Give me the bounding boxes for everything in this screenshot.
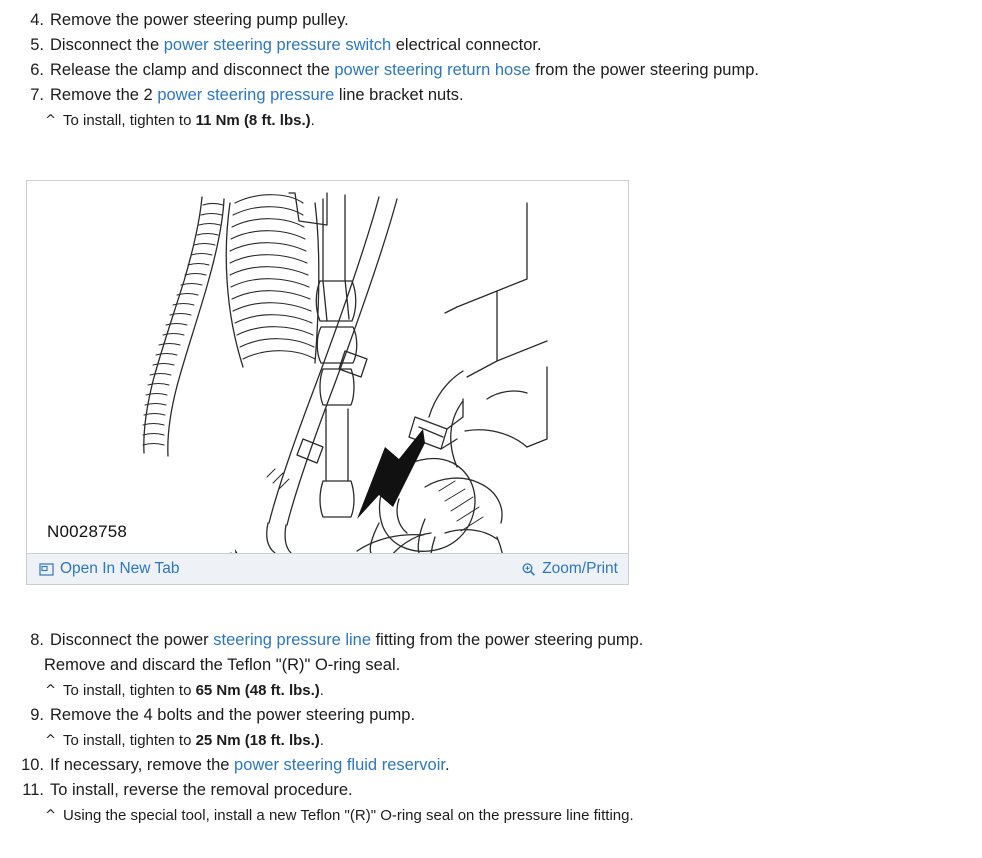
procedure-step — [0, 753, 982, 778]
step-note — [0, 728, 982, 753]
note-caret-icon: ^ — [45, 683, 56, 698]
step-body — [50, 83, 982, 108]
inline-link[interactable]: steering pressure line — [213, 631, 372, 649]
step-text-run: line bracket nuts. — [334, 86, 464, 104]
figure-toolbar — [27, 553, 628, 584]
step-text-run: Remove the 2 — [50, 86, 158, 104]
callout-arrow-upper — [357, 429, 425, 519]
note-text — [63, 108, 982, 133]
torque-value: 65 Nm (48 ft. lbs.) — [195, 682, 320, 699]
torque-value: 25 Nm (18 ft. lbs.) — [195, 732, 320, 749]
step-text-run: . — [310, 112, 315, 129]
procedure-step — [0, 8, 982, 33]
indent-spacer — [0, 653, 44, 678]
inline-link[interactable]: power steering pressure — [157, 86, 335, 104]
step-text-run: Remove the power steering pump pulley. — [50, 11, 349, 29]
note-text — [63, 728, 982, 753]
step-body — [50, 628, 982, 653]
step-text-run: . — [444, 756, 450, 774]
inline-link[interactable]: power steering pressure switch — [163, 36, 392, 54]
step-continuation-text: Remove and discard the Teflon "(R)" O-ring seal. — [44, 656, 401, 674]
upper-step-list — [0, 0, 982, 133]
step-body — [50, 753, 982, 778]
step-number: 11. — [22, 781, 44, 799]
step-text-run: from the power steering pump. — [530, 61, 759, 79]
step-continuation — [0, 653, 982, 678]
step-text-run: If necessary, remove the — [50, 756, 235, 774]
step-body — [50, 58, 982, 83]
step-body — [50, 33, 982, 58]
step-text-run: . — [319, 682, 324, 699]
step-text-run: To install, reverse the removal procedure. — [50, 781, 353, 799]
lower-step-list — [0, 628, 982, 828]
step-number: 10. — [21, 756, 44, 774]
step-body — [50, 778, 982, 803]
step-text-run: . — [319, 732, 324, 749]
step-note — [0, 678, 982, 703]
note-caret-icon: ^ — [45, 113, 56, 128]
procedure-step — [0, 703, 982, 728]
step-body — [50, 8, 982, 33]
note-text — [63, 678, 982, 703]
inline-link[interactable]: power steering return hose — [334, 61, 531, 79]
step-note — [0, 108, 982, 133]
zoom-print-label: Zoom/Print — [542, 560, 618, 577]
zoom-print-button[interactable] — [521, 560, 618, 578]
procedure-step — [0, 33, 982, 58]
note-caret-icon: ^ — [45, 733, 56, 748]
torque-value: 11 Nm (8 ft. lbs.) — [195, 112, 311, 129]
step-text-run: Disconnect the power — [50, 631, 214, 649]
step-number: 5. — [30, 36, 44, 54]
note-text — [63, 803, 982, 828]
step-number: 6. — [30, 61, 44, 79]
open-in-new-tab-label: Open In New Tab — [60, 560, 180, 577]
procedure-step — [0, 778, 982, 803]
open-in-new-tab-button[interactable] — [39, 560, 179, 578]
step-text-run: Release the clamp and disconnect the — [50, 61, 335, 79]
open-in-new-tab-icon — [39, 562, 54, 577]
figure-id-label: N0028758 — [47, 522, 128, 541]
power-steering-pump-line-drawing — [27, 181, 628, 554]
step-text-run: To install, tighten to — [63, 112, 196, 129]
step-text-run: fitting from the power steering pump. — [371, 631, 644, 649]
figure-panel — [26, 180, 629, 585]
step-number: 7. — [30, 86, 44, 104]
magnifier-icon — [521, 562, 536, 577]
step-text-run: Remove the 4 bolts and the power steering pump. — [50, 706, 416, 724]
step-number: 4. — [30, 11, 44, 29]
step-note — [0, 803, 982, 828]
figure-illustration — [27, 181, 628, 554]
step-number: 8. — [30, 631, 44, 649]
step-text-run: Using the special tool, install a new Teflon "(R)" O-ring seal on the pressure line fitting. — [63, 807, 634, 824]
step-number: 9. — [30, 706, 44, 724]
procedure-step — [0, 58, 982, 83]
inline-link[interactable]: power steering fluid reservoir — [234, 756, 445, 774]
procedure-step — [0, 83, 982, 108]
procedure-step — [0, 628, 982, 653]
step-text-run: Disconnect the — [50, 36, 164, 54]
note-caret-icon: ^ — [45, 808, 56, 823]
step-text-run: electrical connector. — [391, 36, 542, 54]
step-text-run: To install, tighten to — [63, 732, 196, 749]
step-body — [50, 703, 982, 728]
step-text-run: To install, tighten to — [63, 682, 196, 699]
